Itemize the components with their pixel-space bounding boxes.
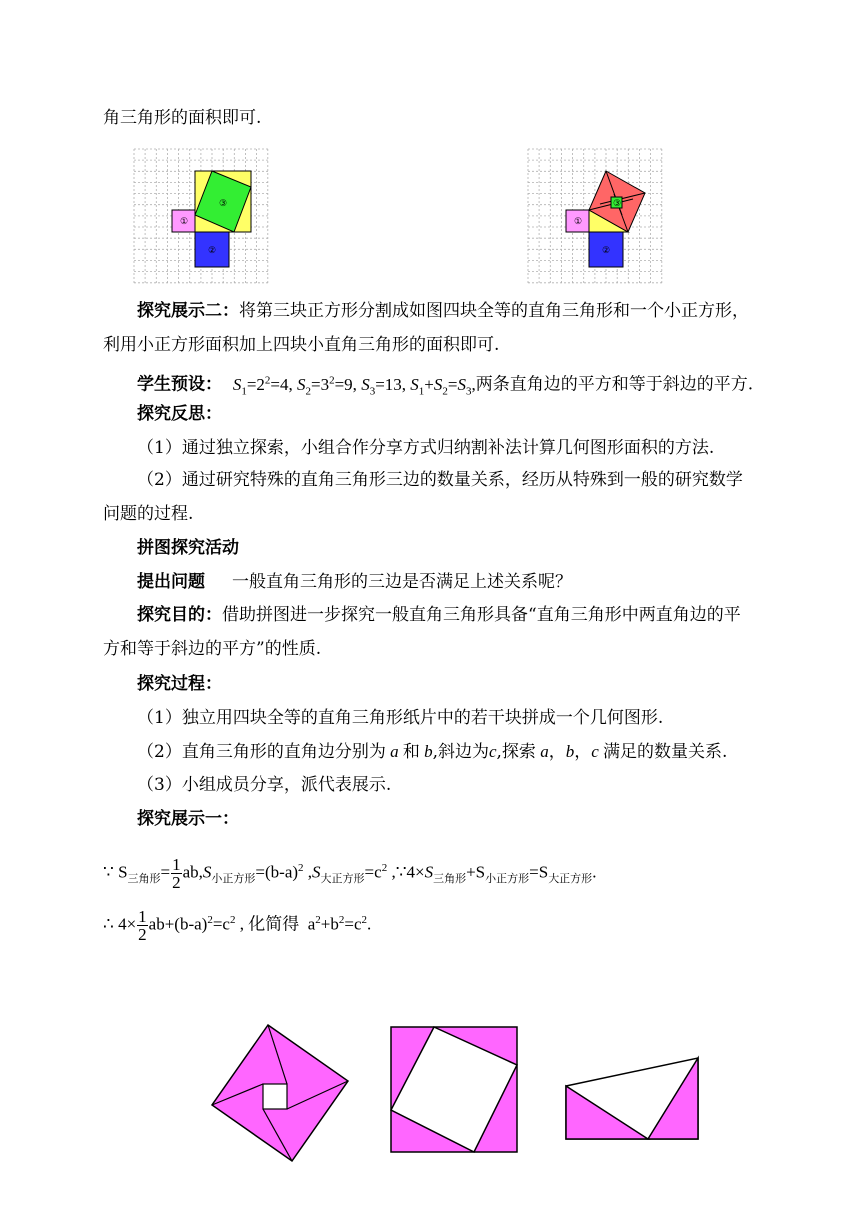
label-3: ③ — [612, 199, 622, 209]
formula-line-2: ∴ 4× $\frac{1}{2}$ $ab+(b-a)^2=c^2$ , 化简得 $a^2+b^2=c^2$. — [103, 907, 372, 945]
preview-label: 学生预设： — [137, 374, 222, 395]
pinwheel-square-figure — [212, 1025, 348, 1161]
label-2: ② — [601, 246, 611, 256]
formula-line-1: ∵ $S_{三角形}=$ $\frac{1}{2}$ $ab,S_{小正方形}=(b-a)^2$ $,S_{大正方形}=c^2$ $,\because 4\times S_{三角形}+S_{小正方形}=S_{大正方形}$. — [103, 855, 597, 893]
display2-line2: 利用小正方形面积加上四块小直角三角形的面积即可. — [103, 335, 500, 355]
process-item-3: （3）小组成员分享，派代表展示. — [137, 775, 392, 795]
reflect-item-1: （1）通过独立探索，小组合作分享方式归纳割补法计算几何图形面积的方法. — [137, 438, 715, 458]
display2-line1 — [137, 297, 797, 325]
process-item-1: （1）独立用四块全等的直角三角形纸片中的若干块拼成一个几何图形. — [137, 708, 664, 728]
goal-text1: 借助拼图进一步探究一般直角三角形具备“直角三角形中两直角边的平 — [222, 605, 741, 625]
grid-figure-right — [528, 149, 662, 283]
process-item-2: （2）直角三角形的直角边分别为 a 和 b,斜边为c,探索 a，b，c 满足的数量关系. — [137, 742, 728, 762]
question-label: 提出问题 — [137, 572, 205, 592]
preview-formula: $S_1=2^2=4$, $S_2=3^2=9$, $S_3=13$, $S_1+S_2=S_3$, — [232, 374, 476, 398]
reflect-item-2a: （2）通过研究特殊的直角三角形三边的数量关系，经历从特殊到一般的研究数学 — [137, 470, 743, 490]
preview-tail: 两条直角边的平方和等于斜边的平方. — [475, 374, 754, 395]
activity-title: 拼图探究活动 — [137, 538, 239, 558]
grid-figure-left — [134, 149, 268, 283]
text-line: 角三角形的面积即可. — [103, 108, 262, 128]
label-2: ② — [207, 246, 217, 256]
goal-line1 — [137, 601, 797, 629]
label-1: ① — [179, 217, 189, 227]
trapezoid-figure — [566, 1058, 700, 1140]
process-title: 探究过程： — [137, 674, 222, 694]
display2-label: 探究展示二： — [137, 301, 239, 321]
question-text: 一般直角三角形的三边是否满足上述关系呢？ — [232, 572, 573, 592]
display1-title: 探究展示一： — [137, 809, 239, 829]
display2-text1: 将第三块正方形分割成如图四块全等的直角三角形和一个小正方形， — [239, 301, 749, 321]
reflect-title: 探究反思： — [137, 404, 222, 424]
goal-line2: 方和等于斜边的平方”的性质. — [103, 639, 322, 659]
goal-label: 探究目的： — [137, 605, 222, 625]
big-square-figure — [391, 1027, 517, 1152]
question-line — [137, 568, 797, 596]
label-1: ① — [573, 217, 583, 227]
reflect-item-2b: 问题的过程. — [103, 504, 194, 524]
label-3: ③ — [218, 199, 228, 209]
